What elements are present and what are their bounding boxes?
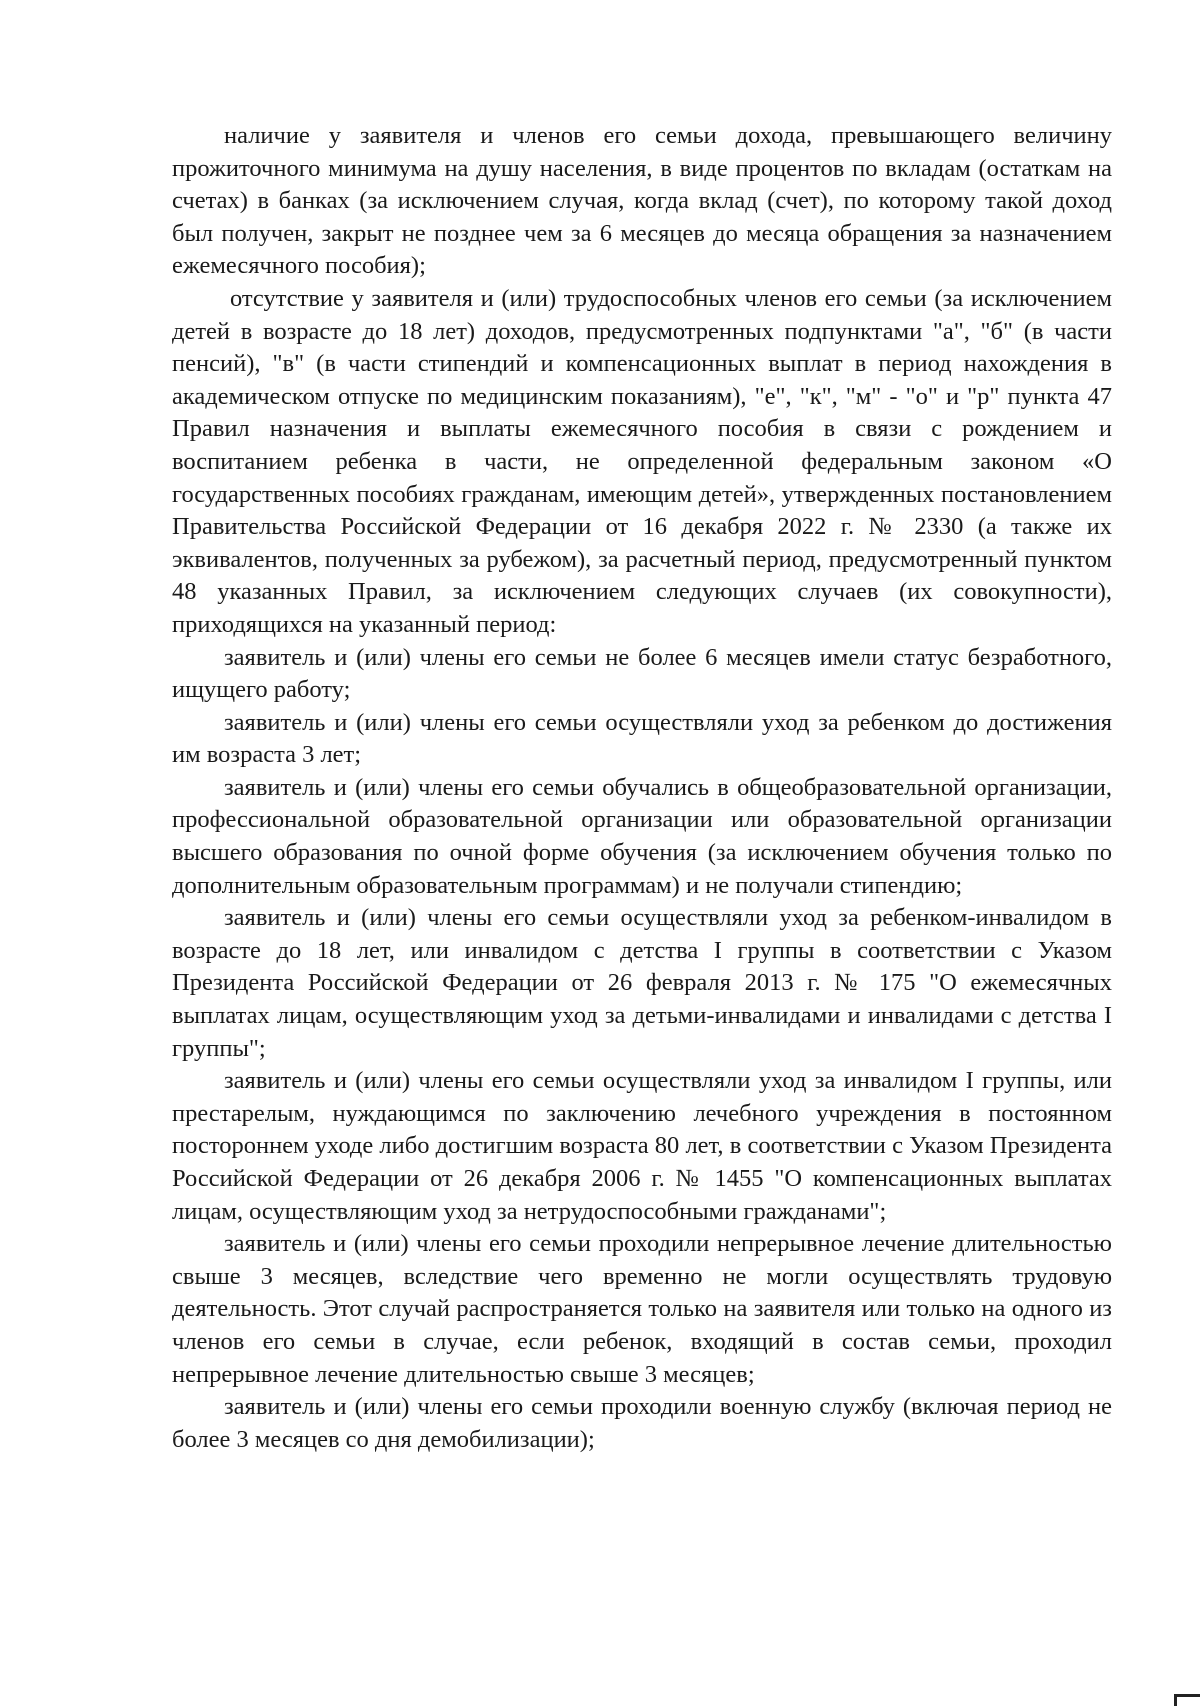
paragraph-disabled-child-care: заявитель и (или) члены его семьи осуществляли уход за ребенком-инвалидом в возрасте до 18 лет, или инвалидом с детства I группы в соответствии с Указом Президента Российской Федерации от 26 февраля 2013 г. № 175 "О ежемесячных выплатах лицам, осуществляющим уход за детьми-инвалидами и инвалидами с детства I группы"; [172, 904, 1112, 1062]
paragraph-unemployed: заявитель и (или) члены его семьи не более 6 месяцев имели статус безработного, ищущего работу; [172, 643, 1112, 704]
paragraph-elderly-care: заявитель и (или) члены его семьи осуществляли уход за инвалидом I группы, или престарелым, нуждающимся по заключению лечебного учреждения в постоянном постороннем уходе либо достигшим возраста 80 лет, в соответствии с Указом Президента Российской Федерации от 26 декабря 2006 г. № 1455 "О компенсационных выплатах лицам, осуществляющим уход за нетрудоспособными гражданами"; [172, 1067, 1112, 1225]
paragraph-childcare: заявитель и (или) члены его семьи осуществляли уход за ребенком до достижения им возраста 3 лет; [172, 708, 1112, 769]
paragraph-absence-of-income: отсутствие у заявителя и (или) трудоспособных членов его семьи (за исключением детей в возрасте до 18 лет) доходов, предусмотренных подпунктами "а", "б" (в части пенсий), "в" (в части стипендий и компенсационных выплат в период нахождения в академическом отпуске по медицинским показаниям), "е", "к", "м" - "о" и "р" пункта 47 Правил назначения и выплаты ежемесячного пособия в связи с рождением и воспитанием ребенка в части, не определенной федеральным законом «О государственных пособиях гражданам, имеющим детей», утвержденных постановлением Правительства Российской Федерации от 16 декабря 2022 г. № 2330 (а также их эквивалентов, полученных за рубежом), за расчетный период, предусмотренный пунктом 48 указанных Правил, за исключением следующих случаев (их совокупности), приходящихся на указанный период: [172, 284, 1112, 638]
paragraph-education: заявитель и (или) члены его семьи обучались в общеобразовательной организации, профессиональной образовательной организации или образовательной организации высшего образования по очной форме обучения (за исключением обучения только по дополнительным образовательным программам) и не получали стипендию; [172, 773, 1112, 899]
paragraph-interest-income: наличие у заявителя и членов его семьи дохода, превышающего величину прожиточного минимума на душу населения, в виде процентов по вкладам (остаткам на счетах) в банках (за исключением случая, когда вклад (счет), по которому такой доход был получен, закрыт не позднее чем за 6 месяцев до месяца обращения за назначением ежемесячного пособия); [172, 122, 1112, 280]
paragraph-military-service: заявитель и (или) члены его семьи проходили военную службу (включая период не более 3 месяцев со дня демобилизации); [172, 1393, 1112, 1453]
page-corner-mark [1174, 1694, 1200, 1706]
paragraph-medical-treatment: заявитель и (или) члены его семьи проходили непрерывное лечение длительностью свыше 3 месяцев, вследствие чего временно не могли осуществлять трудовую деятельность. Этот случай распространяется только на заявителя или только на одного из членов его семьи в случае, если ребенок, входящий в состав семьи, проходил непрерывное лечение длительностью свыше 3 месяцев; [172, 1230, 1112, 1388]
document-body [172, 120, 1112, 1456]
